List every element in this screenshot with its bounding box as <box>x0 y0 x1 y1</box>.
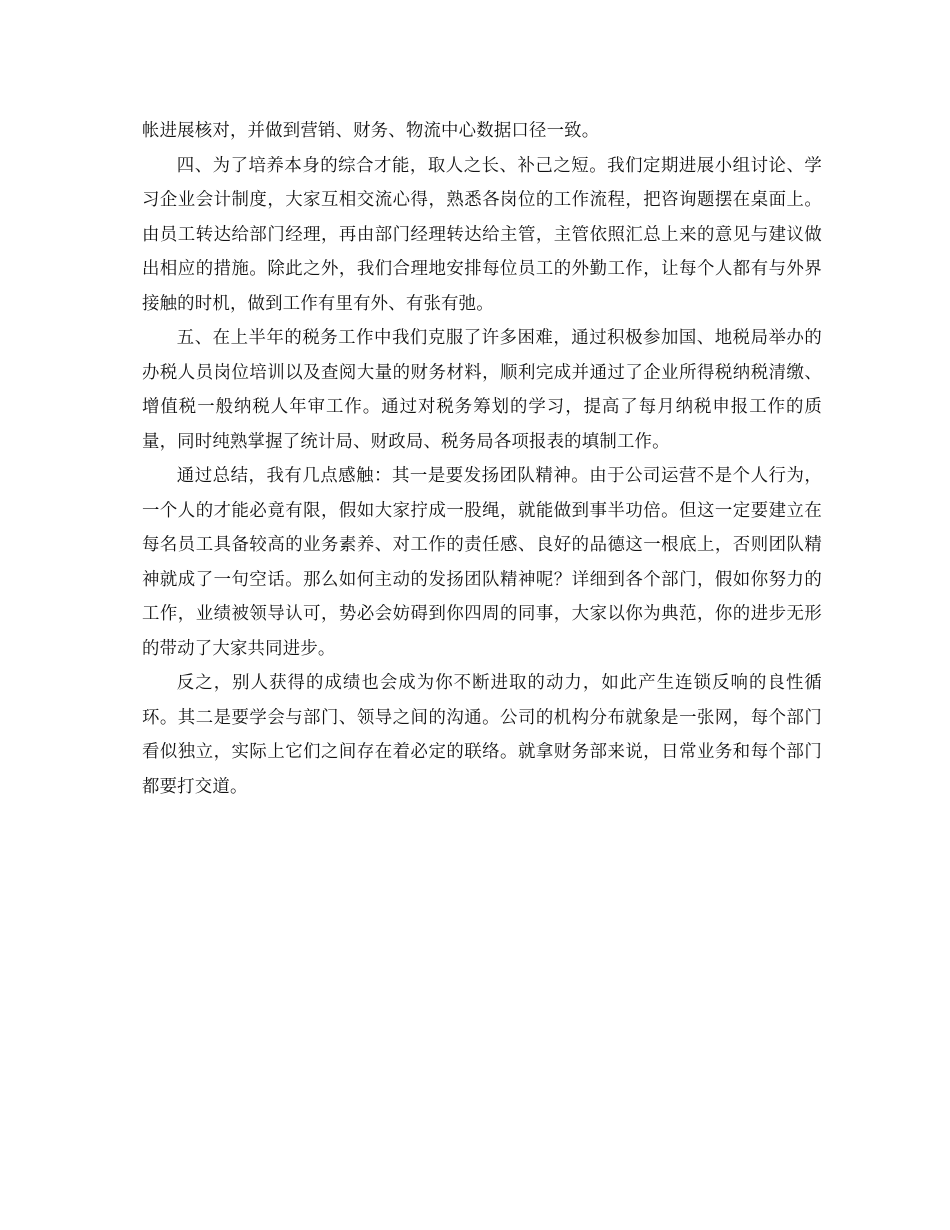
paragraph-summary: 通过总结，我有几点感触：其一是要发扬团队精神。由于公司运营不是个人行为，一个人的才能必竟有限，假如大家拧成一股绳，就能做到事半功倍。但这一定要建立在每名员工具备较高的业务素养、对工作的责任感、良好的品德这一根底上，否则团队精神就成了一句空话。那么如何主动的发扬团队精神呢？详细到各个部门，假如你努力的工作，业绩被领导认可，势必会妨碍到你四周的同事，大家以你为典范，你的进步无形的带动了大家共同进步。 <box>142 466 822 659</box>
paragraph-conclusion: 反之，别人获得的成绩也会成为你不断进取的动力，如此产生连锁反响的良性循环。其二是要学会与部门、领导之间的沟通。公司的机构分布就象是一张网，每个部门看似独立，实际上它们之间存在着必定的联络。就拿财务部来说，日常业务和每个部门都要打交道。 <box>142 673 822 797</box>
paragraph-item-five: 五、在上半年的税务工作中我们克服了许多困难，通过积极参加国、地税局举办的办税人员岗位培训以及查阅大量的财务材料，顺利完成并通过了企业所得税纳税清缴、增值税一般纳税人年审工作。通过对税务筹划的学习，提高了每月纳税申报工作的质量，同时纯熟掌握了统计局、财政局、税务局各项报表的填制工作。 <box>142 328 822 452</box>
paragraph-continuation: 帐进展核对，并做到营销、财务、物流中心数据口径一致。 <box>142 121 600 141</box>
document-body <box>142 114 822 804</box>
paragraph-item-four: 四、为了培养本身的综合才能，取人之长、补己之短。我们定期进展小组讨论、学习企业会计制度，大家互相交流心得，熟悉各岗位的工作流程，把咨询题摆在桌面上。由员工转达给部门经理，再由部门经理转达给主管，主管依照汇总上来的意见与建议做出相应的措施。除此之外，我们合理地安排每位员工的外勤工作，让每个人都有与外界接触的时机，做到工作有里有外、有张有弛。 <box>142 155 822 314</box>
